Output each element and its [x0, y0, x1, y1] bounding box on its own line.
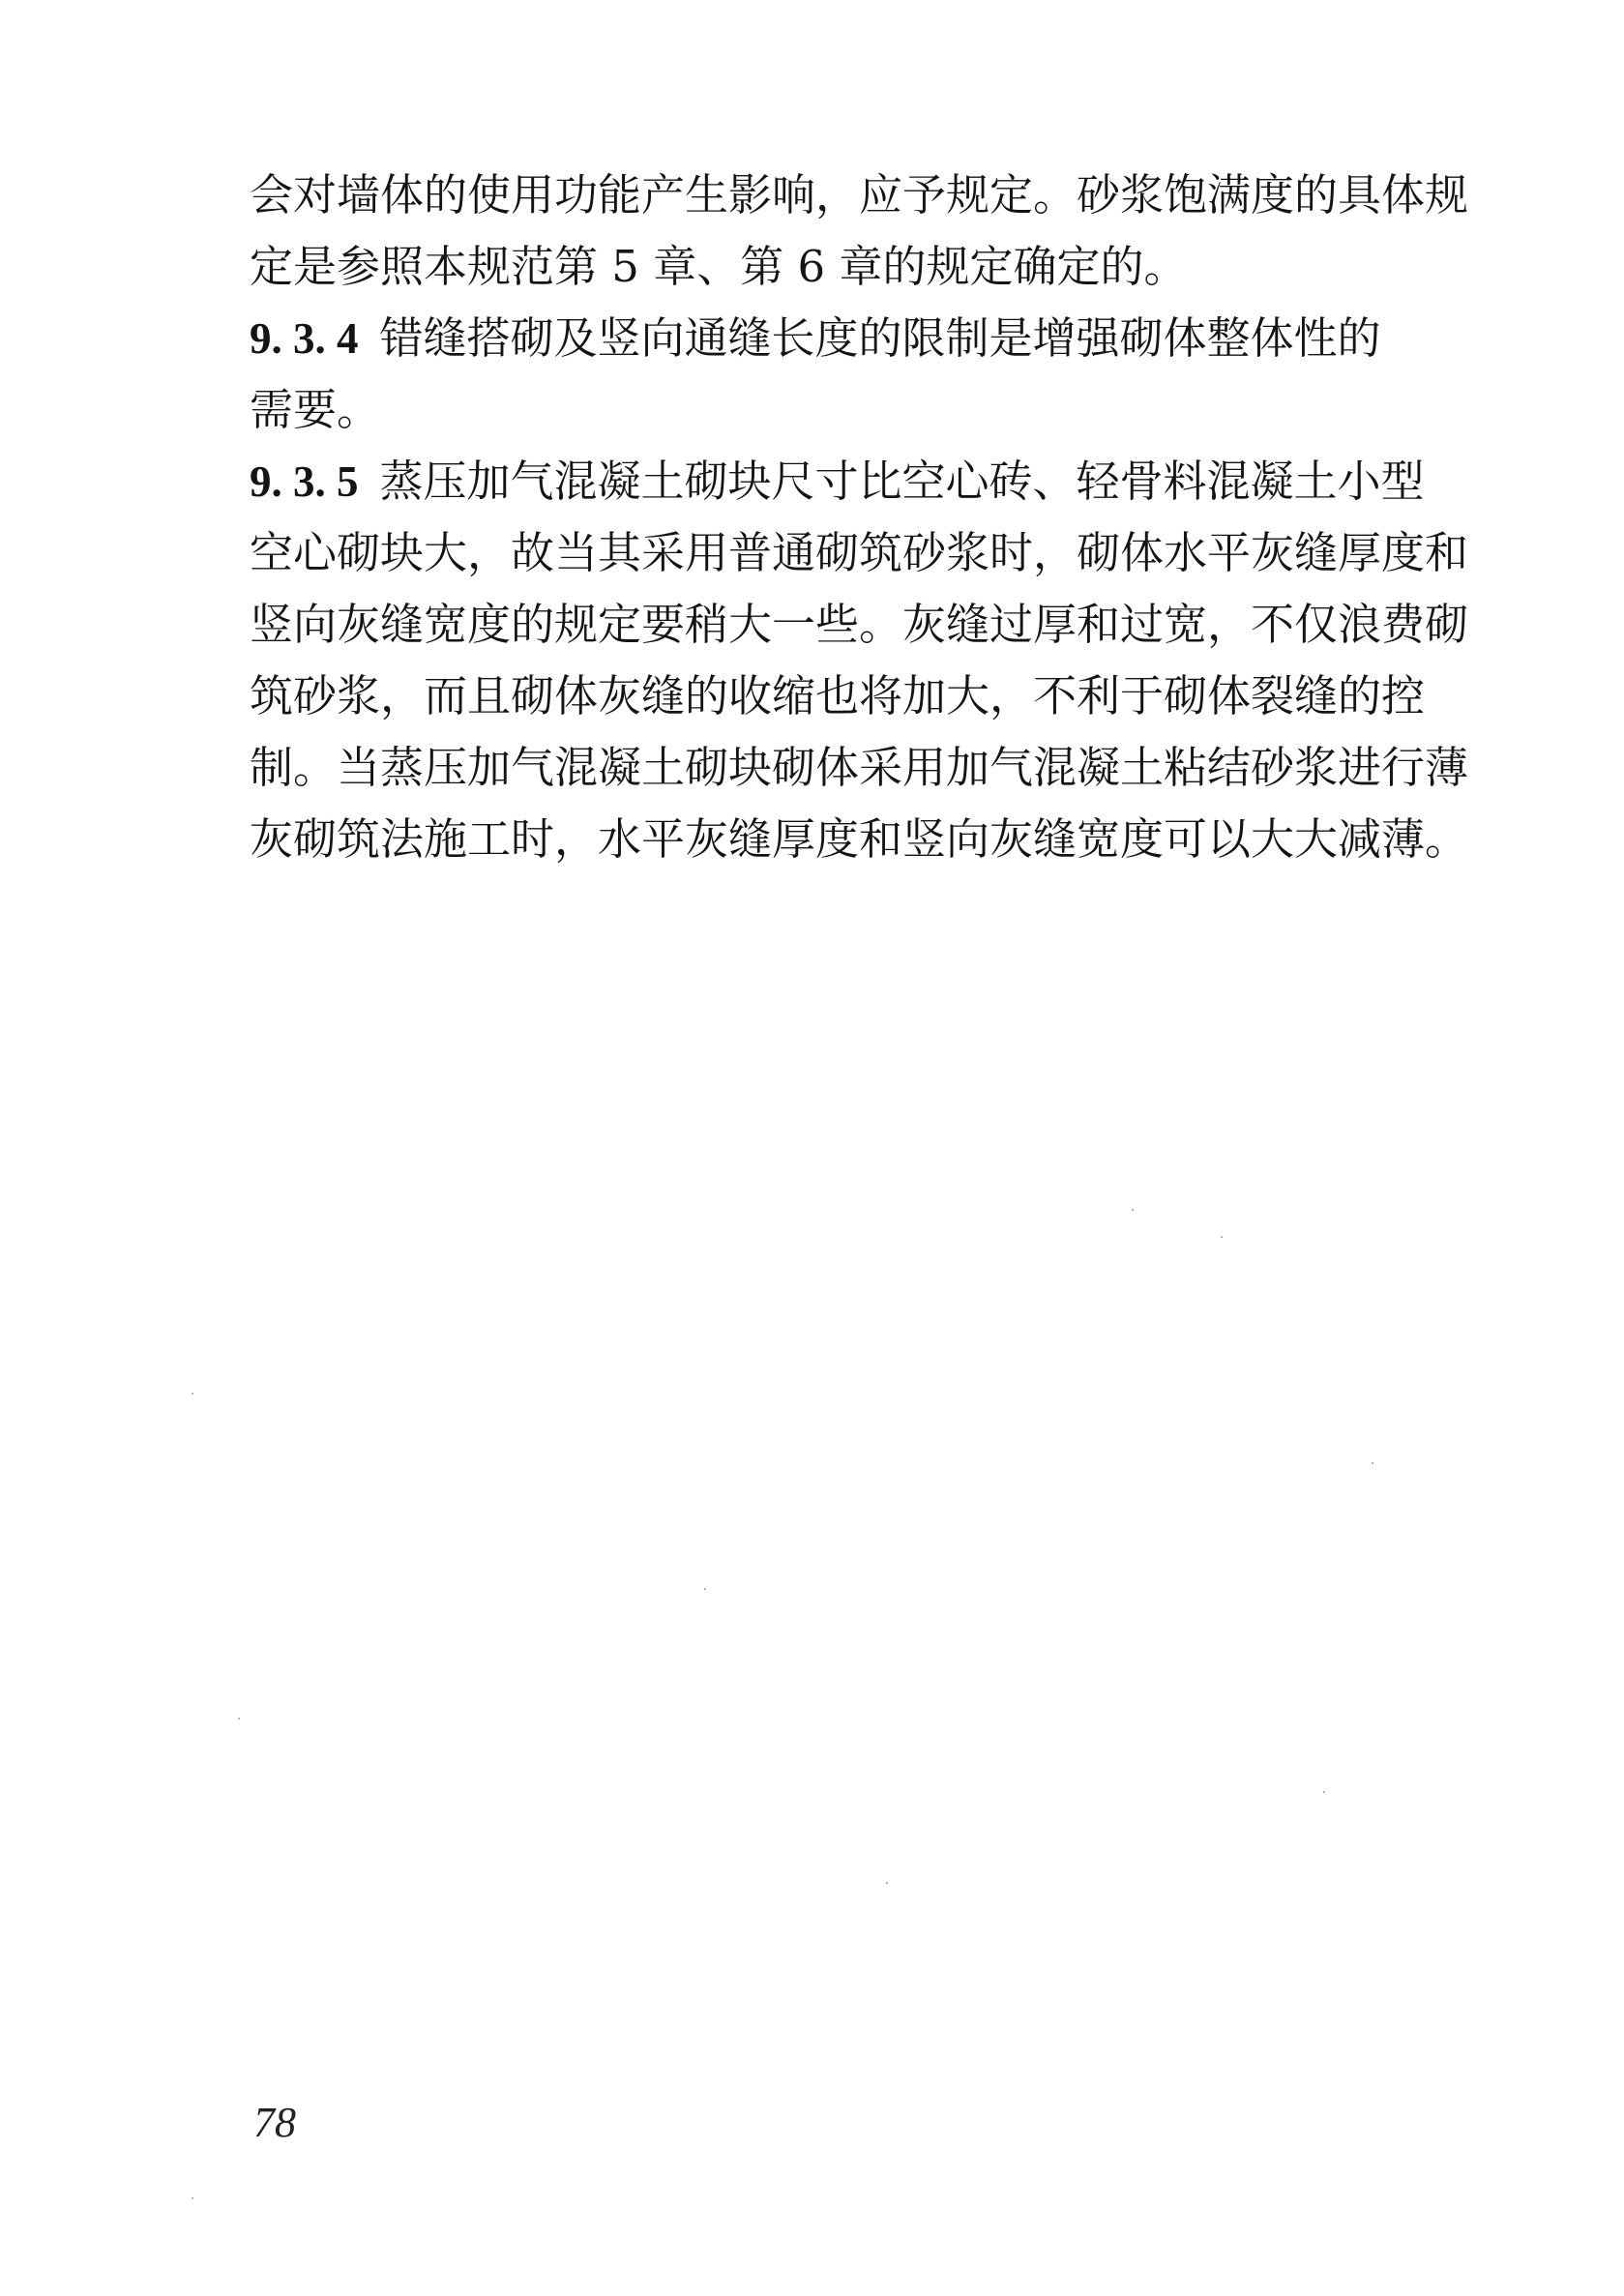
clause-number: 9. 3. 5: [250, 457, 359, 506]
text-line: 定是参照本规范第 5 章、第 6 章的规定确定的。: [250, 241, 1188, 292]
text-line: 灰砌筑法施工时，水平灰缝厚度和竖向灰缝宽度可以大大减薄。: [250, 813, 1469, 865]
body-text: [250, 160, 1469, 875]
text-line: 会对墙体的使用功能产生影响，应予规定。砂浆饱满度的具体规: [250, 169, 1469, 221]
text-line: 竖向灰缝宽度的规定要稍大一些。灰缝过厚和过宽，不仅浪费砌: [250, 599, 1469, 650]
clause-9-3-5-first-line: [250, 446, 1434, 517]
scan-speck: [1323, 1791, 1325, 1793]
page-number: 78: [253, 2099, 296, 2146]
clause-9-3-4-first-line: [250, 303, 1434, 374]
text-line: 需要。: [250, 384, 381, 435]
scan-speck: [1132, 1209, 1134, 1211]
clause-number: 9. 3. 4: [250, 314, 359, 363]
scan-speck: [238, 1718, 240, 1720]
scan-speck: [192, 2197, 193, 2199]
scan-speck: [704, 1588, 706, 1590]
scan-speck: [1372, 1462, 1373, 1464]
text-line: 错缝搭砌及竖向通缝长度的限制是增强砌体整体性的: [379, 312, 1381, 364]
text-line: 筑砂浆，而且砌体灰缝的收缩也将加大，不利于砌体裂缝的控: [250, 670, 1426, 721]
text-line: 制。当蒸压加气混凝土砌块砌体采用加气混凝土粘结砂浆进行薄: [250, 742, 1469, 793]
scan-speck: [192, 1393, 193, 1395]
text-line: 蒸压加气混凝土砌块尺寸比空心砖、轻骨料混凝土小型: [379, 456, 1425, 507]
scan-speck: [886, 1882, 888, 1884]
text-line: 空心砌块大，故当其采用普通砌筑砂浆时，砌体水平灰缝厚度和: [250, 527, 1469, 578]
scan-speck: [1221, 1236, 1223, 1238]
